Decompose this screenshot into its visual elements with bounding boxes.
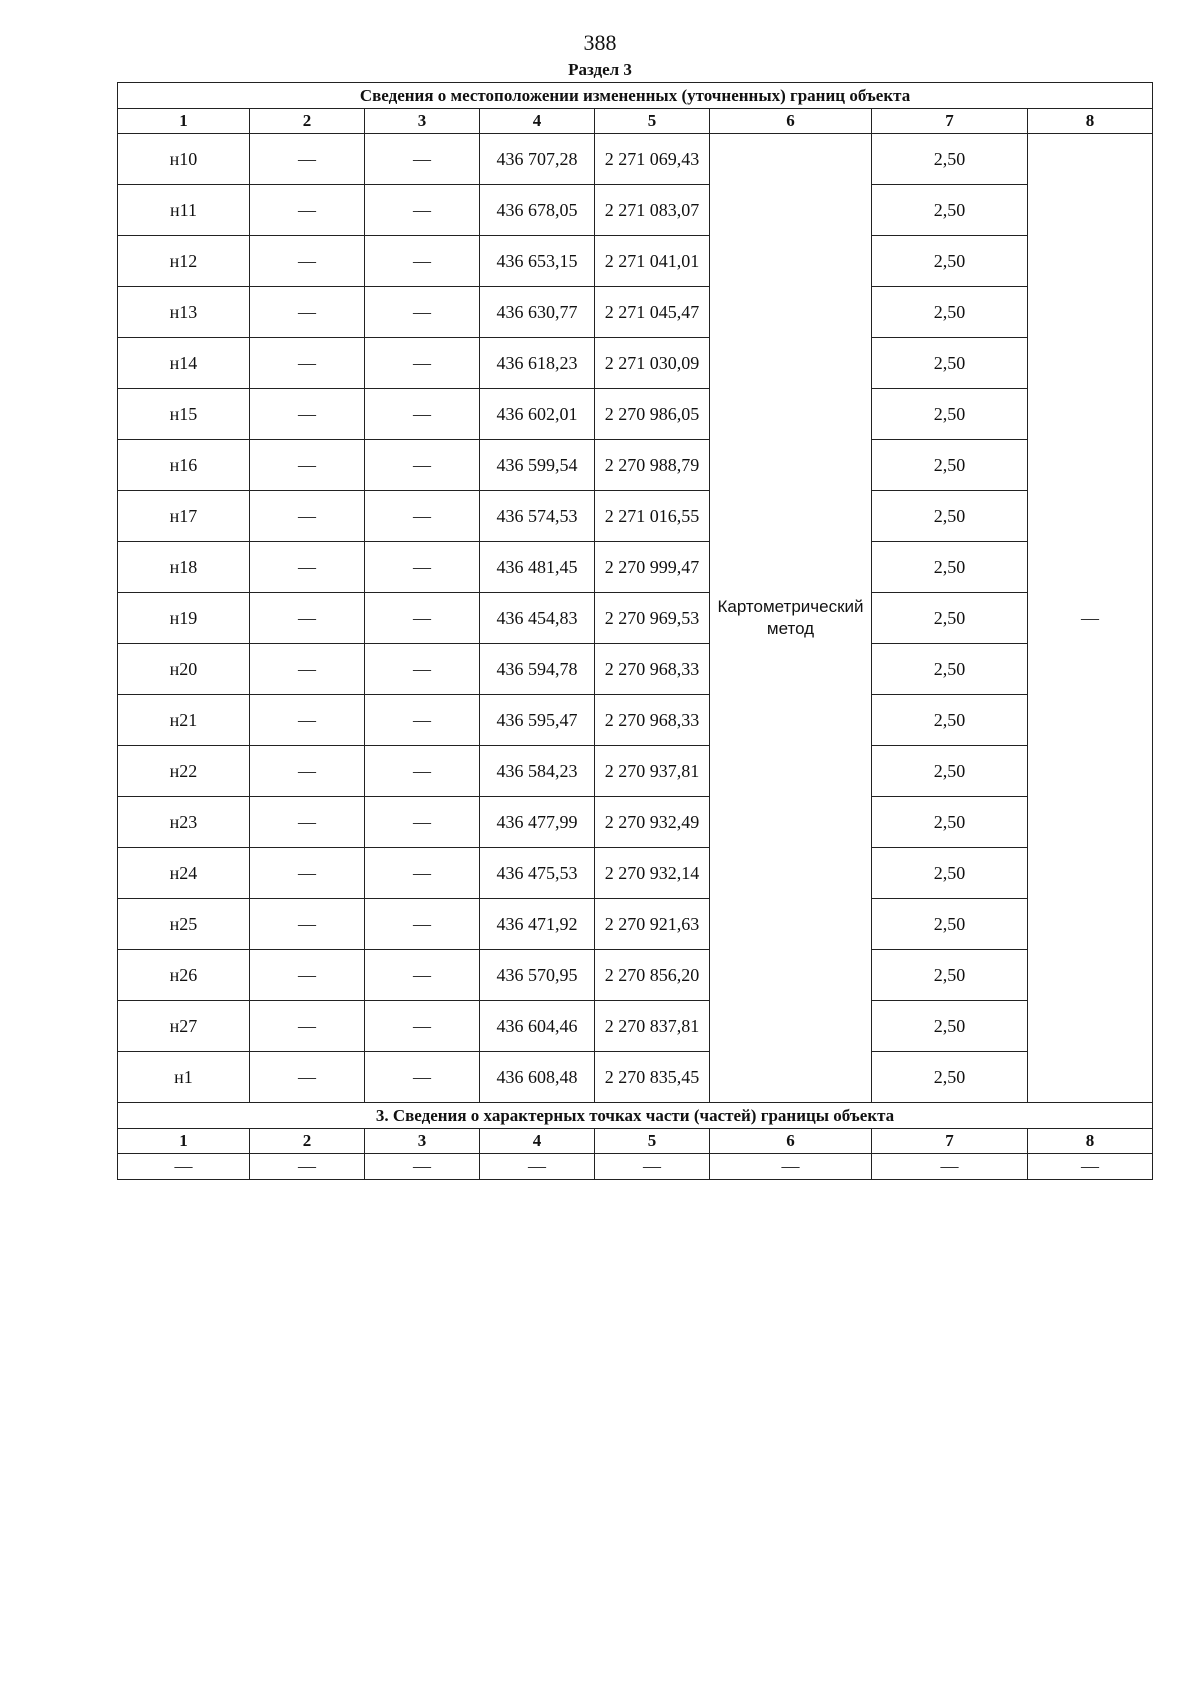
col3-cell: —: [365, 542, 480, 593]
col2-cell: —: [250, 899, 365, 950]
table1-header-cell: 4: [480, 109, 595, 134]
col2-cell: —: [250, 1001, 365, 1052]
page-number: 388: [583, 30, 617, 55]
col3-cell: —: [365, 746, 480, 797]
table1-header-cell: 3: [365, 109, 480, 134]
col3-cell: —: [365, 1052, 480, 1103]
y-coordinate-cell: 2 271 069,43: [595, 134, 710, 185]
col3-cell: —: [365, 440, 480, 491]
accuracy-cell: 2,50: [872, 287, 1028, 338]
table2-header-row: [118, 1129, 1153, 1154]
method-cell: [710, 134, 872, 1103]
col3-cell: —: [365, 644, 480, 695]
point-name-cell: н19: [118, 593, 250, 644]
accuracy-cell: 2,50: [872, 695, 1028, 746]
table1-header-cell: 6: [710, 109, 872, 134]
table2-header-cell: 4: [480, 1129, 595, 1154]
x-coordinate-cell: 436 595,47: [480, 695, 595, 746]
x-coordinate-cell: 436 454,83: [480, 593, 595, 644]
point-name-cell: н17: [118, 491, 250, 542]
col8-cell: —: [1028, 134, 1153, 1103]
accuracy-cell: 2,50: [872, 899, 1028, 950]
col3-cell: —: [365, 491, 480, 542]
col2-cell: —: [250, 695, 365, 746]
y-coordinate-cell: 2 270 932,14: [595, 848, 710, 899]
col3-cell: —: [365, 185, 480, 236]
point-name-cell: н11: [118, 185, 250, 236]
x-coordinate-cell: 436 574,53: [480, 491, 595, 542]
col2-cell: —: [250, 491, 365, 542]
accuracy-cell: 2,50: [872, 644, 1028, 695]
y-coordinate-cell: 2 270 969,53: [595, 593, 710, 644]
col3-cell: —: [365, 287, 480, 338]
y-coordinate-cell: 2 270 932,49: [595, 797, 710, 848]
col2-cell: —: [250, 185, 365, 236]
table-row: [118, 644, 1153, 695]
accuracy-cell: 2,50: [872, 593, 1028, 644]
table-row: [118, 389, 1153, 440]
col2-cell: —: [250, 848, 365, 899]
y-coordinate-cell: 2 270 968,33: [595, 695, 710, 746]
boundary-table: [117, 82, 1153, 1180]
col2-cell: —: [250, 440, 365, 491]
point-name-cell: н26: [118, 950, 250, 1001]
col3-cell: —: [365, 848, 480, 899]
col3-cell: —: [365, 899, 480, 950]
y-coordinate-cell: 2 270 921,63: [595, 899, 710, 950]
accuracy-cell: 2,50: [872, 440, 1028, 491]
table2-header-cell: 1: [118, 1129, 250, 1154]
table2-cell: —: [250, 1154, 365, 1180]
table2-header-cell: 6: [710, 1129, 872, 1154]
x-coordinate-cell: 436 678,05: [480, 185, 595, 236]
table-row: [118, 848, 1153, 899]
table-row: [118, 542, 1153, 593]
table1-header-cell: 5: [595, 109, 710, 134]
table-row: [118, 746, 1153, 797]
accuracy-cell: 2,50: [872, 338, 1028, 389]
point-name-cell: н22: [118, 746, 250, 797]
col3-cell: —: [365, 695, 480, 746]
y-coordinate-cell: 2 270 988,79: [595, 440, 710, 491]
point-name-cell: н10: [118, 134, 250, 185]
accuracy-cell: 2,50: [872, 950, 1028, 1001]
point-name-cell: н21: [118, 695, 250, 746]
x-coordinate-cell: 436 584,23: [480, 746, 595, 797]
y-coordinate-cell: 2 271 045,47: [595, 287, 710, 338]
x-coordinate-cell: 436 608,48: [480, 1052, 595, 1103]
table2-cell: —: [365, 1154, 480, 1180]
x-coordinate-cell: 436 475,53: [480, 848, 595, 899]
method-text: Картометрический метод: [717, 597, 864, 638]
col3-cell: —: [365, 134, 480, 185]
col2-cell: —: [250, 644, 365, 695]
x-coordinate-cell: 436 604,46: [480, 1001, 595, 1052]
col3-cell: —: [365, 1001, 480, 1052]
table2-title-row: [118, 1103, 1153, 1129]
table2-cell: —: [872, 1154, 1028, 1180]
accuracy-cell: 2,50: [872, 236, 1028, 287]
table-row: [118, 593, 1153, 644]
accuracy-cell: 2,50: [872, 185, 1028, 236]
col2-cell: —: [250, 134, 365, 185]
table2-row: [118, 1154, 1153, 1180]
table1-header-cell: 1: [118, 109, 250, 134]
point-name-cell: н13: [118, 287, 250, 338]
section-label: Раздел 3: [568, 60, 632, 79]
y-coordinate-cell: 2 271 041,01: [595, 236, 710, 287]
table2-cell: —: [1028, 1154, 1153, 1180]
x-coordinate-cell: 436 707,28: [480, 134, 595, 185]
table-row: [118, 1052, 1153, 1103]
y-coordinate-cell: 2 270 856,20: [595, 950, 710, 1001]
point-name-cell: н16: [118, 440, 250, 491]
table-row: [118, 491, 1153, 542]
accuracy-cell: 2,50: [872, 797, 1028, 848]
x-coordinate-cell: 436 594,78: [480, 644, 595, 695]
table-row: [118, 440, 1153, 491]
table2-cell: —: [118, 1154, 250, 1180]
col2-cell: —: [250, 593, 365, 644]
col2-cell: —: [250, 1052, 365, 1103]
table-row: [118, 287, 1153, 338]
col3-cell: —: [365, 236, 480, 287]
x-coordinate-cell: 436 653,15: [480, 236, 595, 287]
y-coordinate-cell: 2 270 837,81: [595, 1001, 710, 1052]
point-name-cell: н27: [118, 1001, 250, 1052]
col2-cell: —: [250, 950, 365, 1001]
table2-header-cell: 5: [595, 1129, 710, 1154]
point-name-cell: н25: [118, 899, 250, 950]
table-row: [118, 185, 1153, 236]
point-name-cell: н12: [118, 236, 250, 287]
y-coordinate-cell: 2 271 083,07: [595, 185, 710, 236]
y-coordinate-cell: 2 270 968,33: [595, 644, 710, 695]
x-coordinate-cell: 436 471,92: [480, 899, 595, 950]
table2-header-cell: 2: [250, 1129, 365, 1154]
accuracy-cell: 2,50: [872, 134, 1028, 185]
point-name-cell: н23: [118, 797, 250, 848]
table-row: [118, 950, 1153, 1001]
point-name-cell: н15: [118, 389, 250, 440]
point-name-cell: н14: [118, 338, 250, 389]
point-name-cell: н20: [118, 644, 250, 695]
table-row: [118, 899, 1153, 950]
col2-cell: —: [250, 338, 365, 389]
col3-cell: —: [365, 797, 480, 848]
y-coordinate-cell: 2 271 016,55: [595, 491, 710, 542]
point-name-cell: н24: [118, 848, 250, 899]
x-coordinate-cell: 436 477,99: [480, 797, 595, 848]
table2-cell: —: [710, 1154, 872, 1180]
table2-cell: —: [480, 1154, 595, 1180]
x-coordinate-cell: 436 481,45: [480, 542, 595, 593]
point-name-cell: н18: [118, 542, 250, 593]
table-row: [118, 797, 1153, 848]
table-row: [118, 695, 1153, 746]
col3-cell: —: [365, 593, 480, 644]
col2-cell: —: [250, 746, 365, 797]
col2-cell: —: [250, 389, 365, 440]
y-coordinate-cell: 2 270 986,05: [595, 389, 710, 440]
col3-cell: —: [365, 338, 480, 389]
col3-cell: —: [365, 950, 480, 1001]
table1-title: Сведения о местоположении измененных (уточненных) границ объекта: [118, 83, 1153, 109]
table-row: [118, 338, 1153, 389]
accuracy-cell: 2,50: [872, 389, 1028, 440]
table-row: [118, 134, 1153, 185]
accuracy-cell: 2,50: [872, 848, 1028, 899]
col2-cell: —: [250, 236, 365, 287]
y-coordinate-cell: 2 270 835,45: [595, 1052, 710, 1103]
table1-header-cell: 8: [1028, 109, 1153, 134]
table2-title: 3. Сведения о характерных точках части (частей) границы объекта: [118, 1103, 1153, 1129]
col3-cell: —: [365, 389, 480, 440]
accuracy-cell: 2,50: [872, 542, 1028, 593]
col2-cell: —: [250, 542, 365, 593]
y-coordinate-cell: 2 270 937,81: [595, 746, 710, 797]
accuracy-cell: 2,50: [872, 746, 1028, 797]
col2-cell: —: [250, 797, 365, 848]
x-coordinate-cell: 436 570,95: [480, 950, 595, 1001]
y-coordinate-cell: 2 271 030,09: [595, 338, 710, 389]
x-coordinate-cell: 436 602,01: [480, 389, 595, 440]
table2-header-cell: 8: [1028, 1129, 1153, 1154]
x-coordinate-cell: 436 630,77: [480, 287, 595, 338]
table1-header-cell: 7: [872, 109, 1028, 134]
x-coordinate-cell: 436 618,23: [480, 338, 595, 389]
col2-cell: —: [250, 287, 365, 338]
table2-cell: —: [595, 1154, 710, 1180]
table2-header-cell: 3: [365, 1129, 480, 1154]
y-coordinate-cell: 2 270 999,47: [595, 542, 710, 593]
table-row: [118, 1001, 1153, 1052]
table2-header-cell: 7: [872, 1129, 1028, 1154]
accuracy-cell: 2,50: [872, 1052, 1028, 1103]
point-name-cell: н1: [118, 1052, 250, 1103]
table1-header-row: [118, 109, 1153, 134]
accuracy-cell: 2,50: [872, 1001, 1028, 1052]
x-coordinate-cell: 436 599,54: [480, 440, 595, 491]
table-row: [118, 236, 1153, 287]
table1-header-cell: 2: [250, 109, 365, 134]
table1-title-row: [118, 83, 1153, 109]
accuracy-cell: 2,50: [872, 491, 1028, 542]
